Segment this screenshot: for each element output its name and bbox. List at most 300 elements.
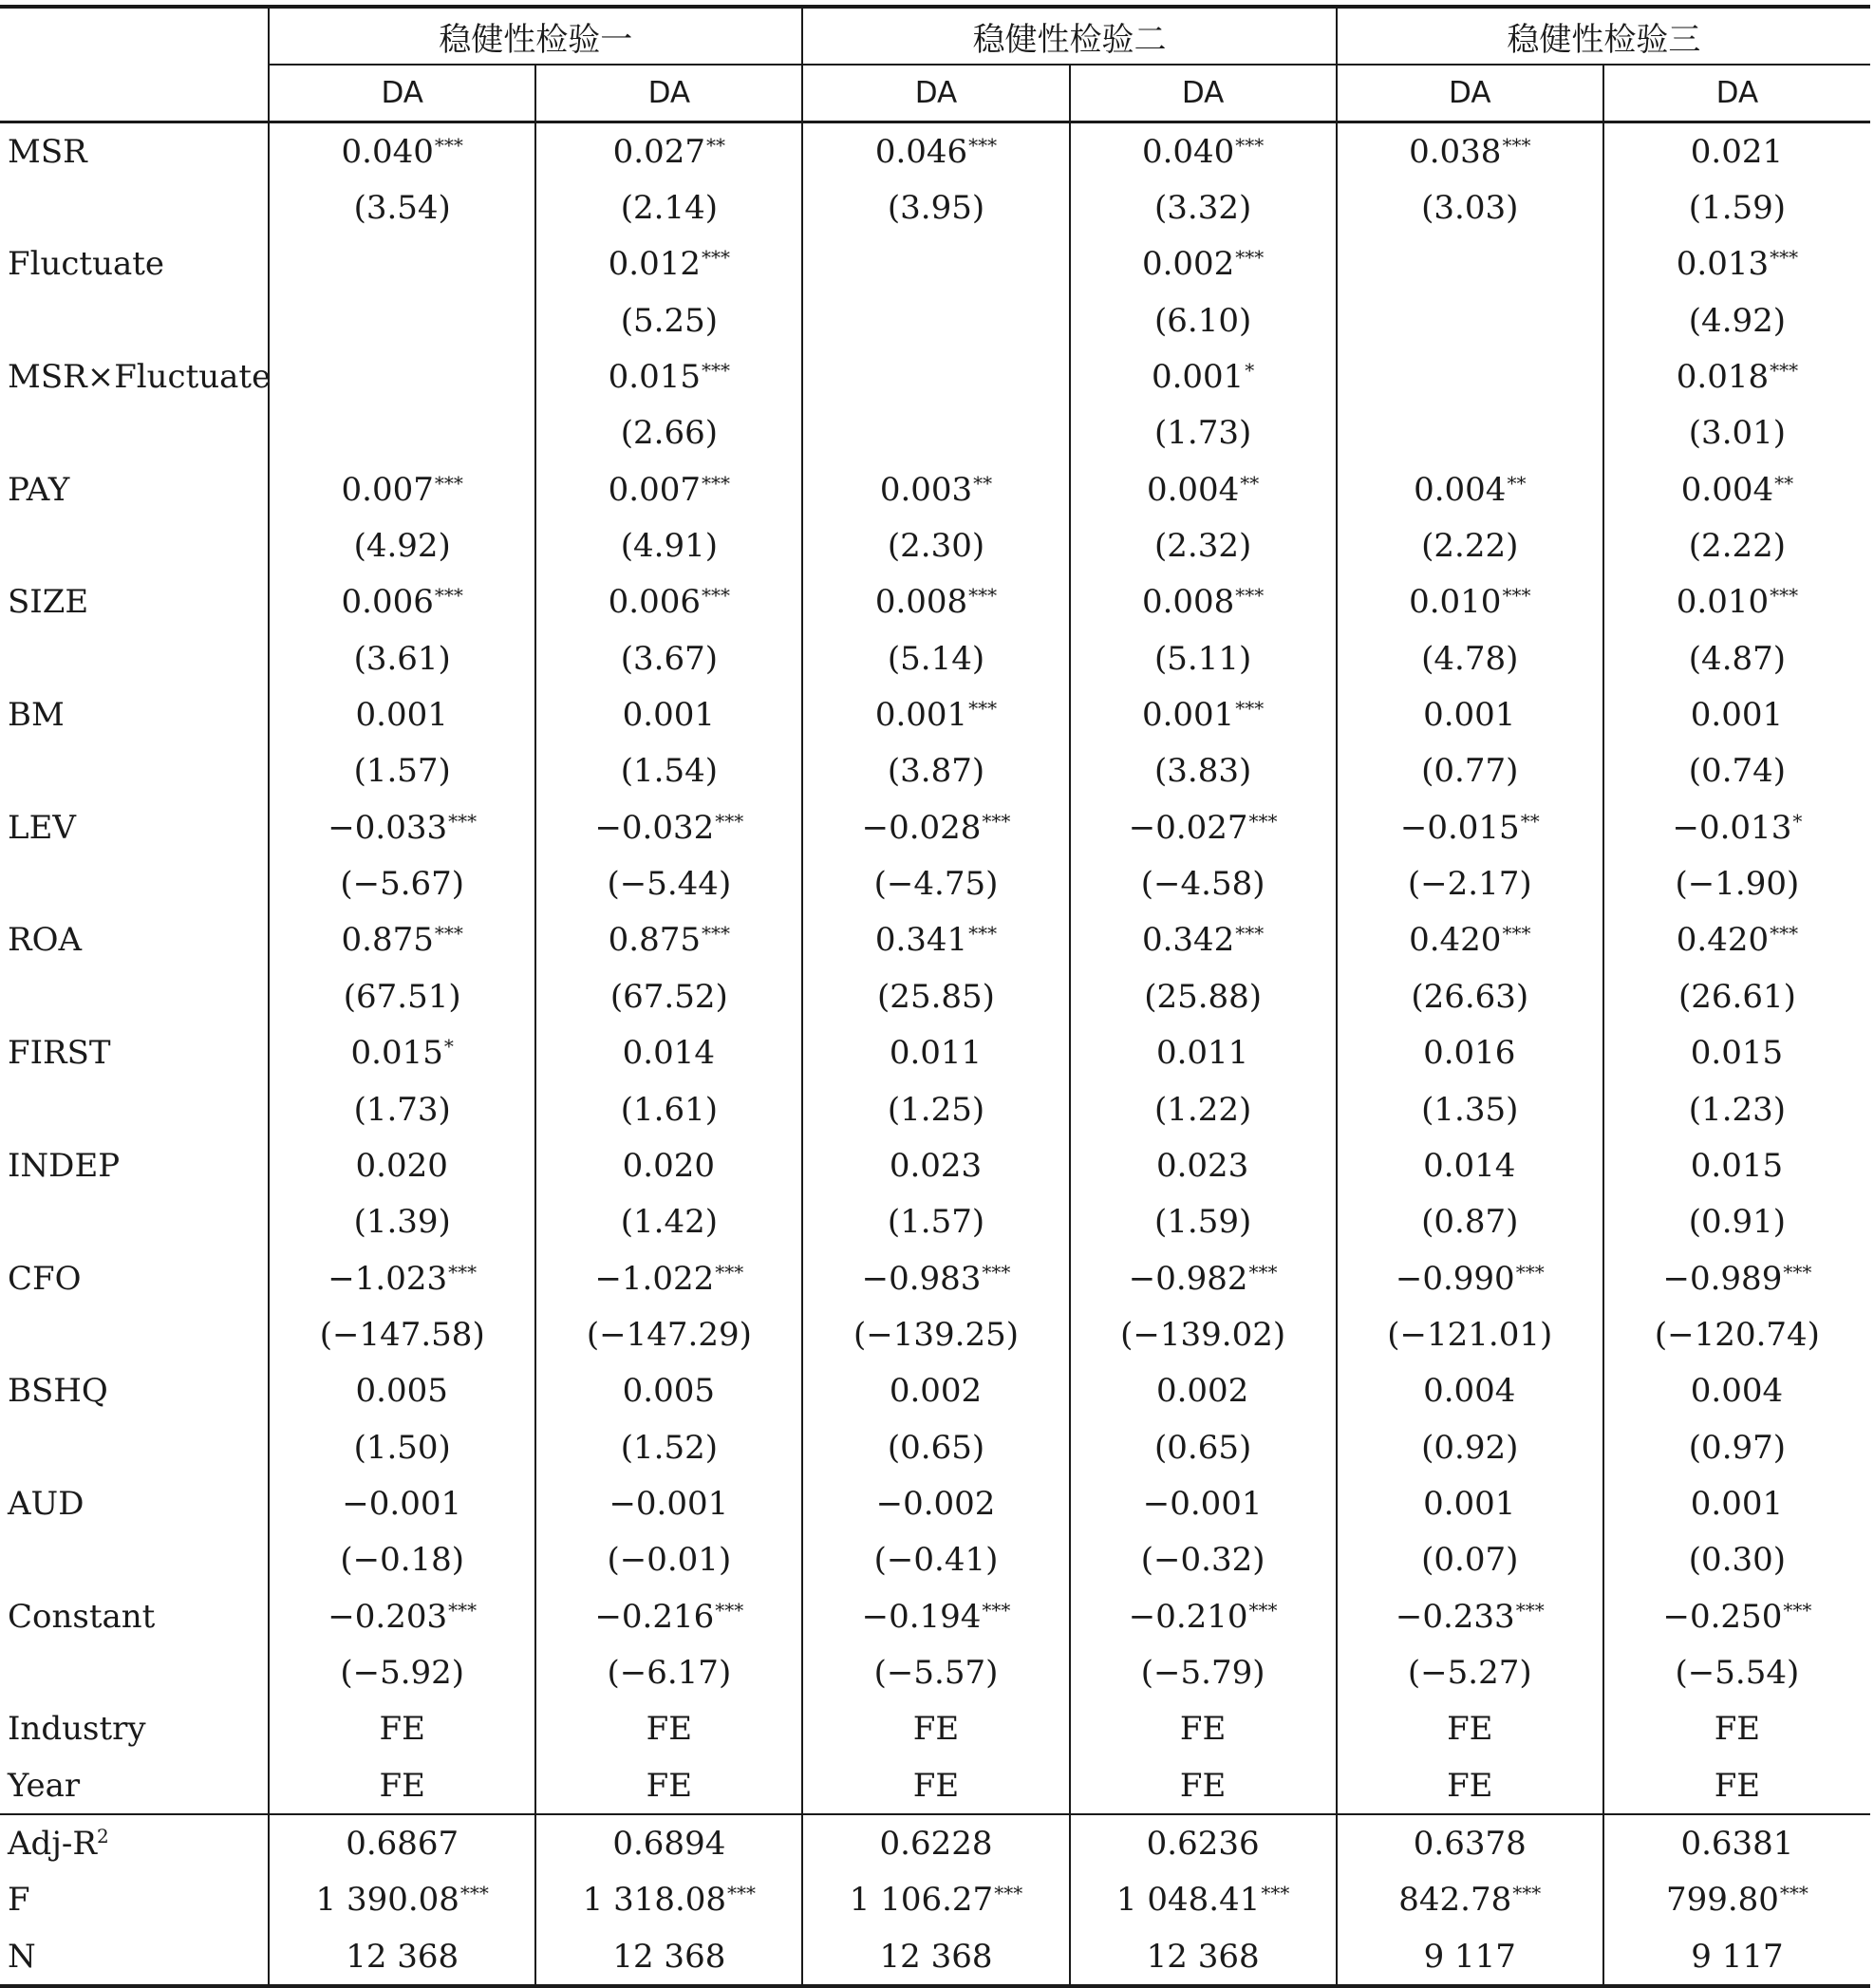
coef-cell (269, 1475, 535, 1531)
t-stat-cell-value: (−121.01) (1387, 1315, 1553, 1354)
coef-cell-value: 0.004 (1414, 470, 1507, 509)
dep-var-header: DA (1337, 65, 1603, 122)
coef-cell (535, 799, 802, 855)
t-stat-cell-value: (−4.75) (873, 865, 999, 904)
variable-label-blank (0, 1644, 269, 1700)
t-stat-cell (535, 1194, 802, 1250)
t-stat-cell (1603, 743, 1870, 799)
coef-cell-value: 0.014 (622, 1034, 716, 1073)
coef-cell (1603, 1475, 1870, 1531)
variable-label-blank (0, 1532, 269, 1588)
adj-r2-label-value: Adj-R (8, 1824, 97, 1863)
significance-stars: *** (727, 1882, 757, 1905)
significance-stars: * (1792, 809, 1803, 833)
n-obs-cell (269, 1928, 535, 1986)
variable-label-value: INDEP (8, 1146, 121, 1185)
t-stat-cell (1337, 1194, 1603, 1250)
coef-cell-value: −0.033 (328, 808, 448, 847)
significance-stars: *** (1783, 1260, 1812, 1284)
variable-label-blank (0, 1081, 269, 1137)
t-stat-cell (1603, 1194, 1870, 1250)
t-stat-cell-value: (0.65) (1154, 1428, 1252, 1467)
coef-cell-value: 0.002 (1141, 245, 1235, 284)
t-stat-cell-value: (4.91) (620, 527, 718, 566)
coef-cell (535, 686, 802, 742)
adj-r2-row (0, 1814, 1870, 1871)
significance-stars: *** (702, 471, 731, 495)
fixed-effect-row (0, 1701, 1870, 1757)
coef-cell (535, 1137, 802, 1193)
significance-stars: ** (1520, 809, 1540, 833)
t-stat-cell (1603, 968, 1870, 1024)
coef-cell-value: 0.005 (622, 1372, 716, 1411)
variable-label-value: Constant (8, 1597, 156, 1636)
adj-r2-cell (535, 1814, 802, 1871)
coef-cell (269, 1588, 535, 1644)
t-stat-cell-value: (4.87) (1688, 639, 1787, 678)
significance-stars: *** (715, 809, 744, 833)
t-stat-cell-value: (3.67) (620, 639, 718, 678)
significance-stars: *** (1248, 809, 1278, 833)
t-stat-cell (1337, 743, 1603, 799)
f-stat-cell-value: 799.80 (1665, 1881, 1779, 1920)
f-stat-label (0, 1872, 269, 1928)
t-stat-cell-value: (−147.58) (319, 1315, 485, 1354)
t-stat-cell (1603, 405, 1870, 461)
t-stat-cell-value: (25.88) (1144, 977, 1263, 1016)
coef-cell (1337, 1363, 1603, 1419)
t-stat-cell-value: (1.42) (620, 1203, 718, 1242)
t-stat-cell (269, 1532, 535, 1588)
significance-stars: *** (448, 809, 478, 833)
significance-stars: *** (968, 922, 998, 946)
t-stat-row (0, 179, 1870, 235)
t-stat-cell (269, 1419, 535, 1475)
variable-label (0, 574, 269, 630)
n-obs-label-value: N (8, 1937, 36, 1976)
t-stat-cell-value: (26.63) (1411, 977, 1529, 1016)
t-stat-row (0, 1306, 1870, 1362)
coef-cell (535, 574, 802, 630)
t-stat-cell-value: (2.66) (620, 414, 718, 453)
coef-cell (1337, 686, 1603, 742)
coef-cell (269, 1137, 535, 1193)
t-stat-cell-value: (5.14) (887, 639, 985, 678)
coef-cell-value: 0.003 (879, 470, 973, 509)
significance-stars: *** (434, 584, 463, 608)
t-stat-cell-value: (67.51) (343, 977, 461, 1016)
significance-stars: *** (1502, 584, 1531, 608)
f-stat-cell (1070, 1872, 1337, 1928)
t-stat-cell (802, 292, 1069, 348)
significance-stars: *** (702, 246, 731, 270)
coef-cell (1337, 1250, 1603, 1306)
t-stat-cell-value: (6.10) (1154, 301, 1252, 340)
fixed-effect-cell (269, 1701, 535, 1757)
significance-stars: *** (1235, 922, 1265, 946)
coef-cell (535, 1025, 802, 1081)
fixed-effect-label (0, 1701, 269, 1757)
coef-cell (535, 912, 802, 968)
variable-label-blank (0, 743, 269, 799)
coef-cell (802, 461, 1069, 517)
fixed-effect-cell (1337, 1701, 1603, 1757)
adj-r2-cell-value: 0.6894 (612, 1824, 726, 1863)
coef-cell (1070, 1250, 1337, 1306)
coef-cell-value: 0.040 (341, 132, 434, 171)
variable-label (0, 1363, 269, 1419)
coef-cell-value: 0.020 (622, 1146, 716, 1185)
fixed-effect-cell (535, 1757, 802, 1814)
group-header-row (0, 7, 1870, 65)
significance-stars: ** (706, 133, 726, 157)
significance-stars: *** (1779, 1882, 1808, 1905)
significance-stars: *** (1770, 246, 1799, 270)
coef-cell-value: −0.982 (1128, 1259, 1248, 1298)
t-stat-cell (802, 517, 1069, 573)
significance-stars: ** (1240, 471, 1260, 495)
significance-stars: *** (1502, 922, 1531, 946)
variable-label (0, 236, 269, 292)
coef-cell-value: 0.001 (1690, 696, 1784, 735)
t-stat-cell (1603, 1644, 1870, 1700)
f-stat-cell-value: 1 106.27 (849, 1881, 994, 1920)
t-stat-row (0, 292, 1870, 348)
coef-cell (1070, 1137, 1337, 1193)
variable-label-blank (0, 968, 269, 1024)
n-obs-row (0, 1928, 1870, 1986)
coef-row (0, 1250, 1870, 1306)
coef-cell-value: 0.015 (1690, 1034, 1784, 1073)
t-stat-cell (1337, 1532, 1603, 1588)
coef-cell (269, 1025, 535, 1081)
coef-cell (535, 236, 802, 292)
coef-cell-value: 0.001 (622, 696, 716, 735)
coef-cell (802, 686, 1069, 742)
coef-cell-value: −1.023 (328, 1259, 448, 1298)
significance-stars: *** (448, 1260, 478, 1284)
coef-cell (535, 348, 802, 404)
coef-cell (1070, 574, 1337, 630)
significance-stars: *** (1235, 133, 1265, 157)
t-stat-cell-value: (0.65) (887, 1428, 985, 1467)
t-stat-cell (269, 743, 535, 799)
coef-cell (1603, 1137, 1870, 1193)
adj-r2-cell (802, 1814, 1069, 1871)
t-stat-cell-value: (4.92) (353, 527, 451, 566)
coef-cell (802, 1475, 1069, 1531)
variable-label (0, 1475, 269, 1531)
coef-cell-value: 0.007 (608, 470, 702, 509)
f-stat-label-value: F (8, 1881, 30, 1920)
group-header-1: 稳健性检验一 (269, 7, 802, 65)
t-stat-row (0, 1532, 1870, 1588)
coef-cell (269, 799, 535, 855)
adj-r2-cell (1337, 1814, 1603, 1871)
coef-cell (802, 1025, 1069, 1081)
t-stat-cell (535, 1532, 802, 1588)
t-stat-cell-value: (1.23) (1688, 1090, 1787, 1129)
coef-cell (1603, 912, 1870, 968)
significance-stars: ** (1774, 471, 1794, 495)
dep-var-header: DA (535, 65, 802, 122)
t-stat-cell (1603, 292, 1870, 348)
t-stat-cell-value: (−0.41) (873, 1541, 999, 1580)
corner-cell (0, 7, 269, 65)
n-obs-cell-value: 12 368 (879, 1937, 993, 1976)
t-stat-cell (802, 1306, 1069, 1362)
coef-cell-value: 0.342 (1141, 921, 1235, 960)
coef-cell-value: 0.013 (1676, 245, 1770, 284)
t-stat-cell-value: (0.87) (1421, 1203, 1519, 1242)
n-obs-cell (535, 1928, 802, 1986)
coef-cell (802, 574, 1069, 630)
t-stat-row (0, 405, 1870, 461)
t-stat-cell (802, 743, 1069, 799)
coef-cell (802, 236, 1069, 292)
coef-cell-value: 0.015 (350, 1034, 443, 1073)
coef-cell-value: −0.210 (1128, 1597, 1248, 1636)
coef-cell-value: 0.004 (1680, 470, 1774, 509)
significance-stars: *** (448, 1598, 478, 1622)
dep-var-header: DA (1603, 65, 1870, 122)
adj-r2-cell-value: 0.6228 (879, 1824, 993, 1863)
t-stat-cell (535, 1306, 802, 1362)
t-stat-cell-value: (2.30) (887, 527, 985, 566)
coef-row (0, 686, 1870, 742)
superscript-2: 2 (96, 1824, 109, 1847)
coef-cell (269, 686, 535, 742)
t-stat-cell-value: (−5.57) (873, 1653, 999, 1692)
t-stat-cell-value: (1.22) (1154, 1090, 1252, 1129)
fixed-effect-cell-value: FE (1714, 1710, 1761, 1749)
t-stat-cell (535, 968, 802, 1024)
variable-label-value: MSR×Fluctuate (8, 358, 272, 397)
coef-cell (1603, 1588, 1870, 1644)
coef-cell (1070, 1363, 1337, 1419)
t-stat-row (0, 855, 1870, 911)
significance-stars: *** (982, 1598, 1011, 1622)
t-stat-cell-value: (3.01) (1688, 414, 1787, 453)
coef-row (0, 574, 1870, 630)
t-stat-cell-value: (4.92) (1688, 301, 1787, 340)
coef-cell (1603, 236, 1870, 292)
coef-cell (1070, 348, 1337, 404)
variable-label-blank (0, 855, 269, 911)
n-obs-cell (1337, 1928, 1603, 1986)
t-stat-cell (802, 1644, 1069, 1700)
t-stat-cell-value: (0.30) (1688, 1541, 1787, 1580)
t-stat-cell (1603, 517, 1870, 573)
significance-stars: *** (1770, 359, 1799, 383)
fixed-effect-label (0, 1757, 269, 1814)
variable-label-value: FIRST (8, 1034, 111, 1073)
t-stat-cell (1070, 517, 1337, 573)
significance-stars: *** (459, 1882, 489, 1905)
coef-cell-value: 0.006 (341, 583, 434, 622)
t-stat-cell (1337, 1419, 1603, 1475)
t-stat-cell (1603, 855, 1870, 911)
coef-cell-value: −0.027 (1128, 808, 1248, 847)
variable-label (0, 348, 272, 404)
significance-stars: *** (1248, 1598, 1278, 1622)
t-stat-cell-value: (3.83) (1154, 752, 1252, 791)
adj-r2-cell-value: 0.6236 (1146, 1824, 1260, 1863)
t-stat-cell-value: (−5.67) (340, 865, 465, 904)
coef-cell-value: 0.010 (1676, 583, 1770, 622)
coef-cell (535, 122, 802, 180)
coef-cell-value: 0.011 (1155, 1034, 1249, 1073)
coef-cell-value: 0.020 (355, 1146, 448, 1185)
variable-label (0, 1250, 269, 1306)
coef-cell (269, 461, 535, 517)
variable-label-blank (0, 179, 269, 235)
coef-cell-value: 0.006 (608, 583, 702, 622)
variable-label (0, 799, 269, 855)
t-stat-cell (802, 1532, 1069, 1588)
n-obs-label (0, 1928, 269, 1986)
t-stat-cell (269, 630, 535, 686)
significance-stars: *** (1770, 584, 1799, 608)
variable-label-blank (0, 1194, 269, 1250)
variable-label (0, 1025, 269, 1081)
t-stat-cell-value: (3.87) (887, 752, 985, 791)
n-obs-cell (1070, 1928, 1337, 1986)
fixed-effect-label-value: Industry (8, 1710, 146, 1749)
coef-cell-value: 0.420 (1676, 921, 1770, 960)
significance-stars: *** (702, 359, 731, 383)
t-stat-cell-value: (26.61) (1677, 977, 1796, 1016)
coef-cell (269, 348, 535, 404)
f-stat-cell (1337, 1872, 1603, 1928)
coef-cell (1603, 348, 1870, 404)
coef-cell-value: 0.001 (1141, 696, 1235, 735)
n-obs-cell-value: 9 117 (1423, 1937, 1516, 1976)
coef-cell-value: −0.032 (594, 808, 715, 847)
coef-row (0, 1475, 1870, 1531)
significance-stars: * (443, 1035, 454, 1059)
fixed-effect-row (0, 1757, 1870, 1814)
t-stat-cell (802, 1419, 1069, 1475)
coef-cell-value: 0.038 (1409, 132, 1502, 171)
variable-label-value: AUD (8, 1484, 84, 1523)
t-stat-cell-value: (0.91) (1688, 1203, 1787, 1242)
coef-cell-value: −0.233 (1395, 1597, 1515, 1636)
t-stat-cell-value: (1.25) (887, 1090, 985, 1129)
t-stat-cell-value: (1.57) (887, 1203, 985, 1242)
t-stat-cell-value: (1.59) (1688, 189, 1787, 228)
coef-cell (1603, 1363, 1870, 1419)
t-stat-cell (1070, 179, 1337, 235)
coef-row (0, 799, 1870, 855)
table-body (0, 122, 1870, 1987)
significance-stars: *** (1502, 133, 1531, 157)
coef-cell-value: 0.875 (341, 921, 434, 960)
t-stat-cell-value: (1.61) (620, 1090, 718, 1129)
coef-cell (535, 1475, 802, 1531)
adj-r2-cell (269, 1814, 535, 1871)
coef-cell-value: 0.001 (1423, 696, 1516, 735)
t-stat-cell (269, 1306, 535, 1362)
t-stat-row (0, 517, 1870, 573)
t-stat-cell-value: (1.73) (353, 1090, 451, 1129)
t-stat-cell-value: (3.32) (1154, 189, 1252, 228)
significance-stars: *** (715, 1598, 744, 1622)
group-header-2: 稳健性检验二 (802, 7, 1336, 65)
t-stat-cell (535, 1081, 802, 1137)
f-stat-cell-value: 1 390.08 (315, 1881, 459, 1920)
variable-label-value: SIZE (8, 583, 89, 622)
coef-row (0, 912, 1870, 968)
t-stat-row (0, 1644, 1870, 1700)
t-stat-cell (269, 405, 535, 461)
adj-r2-cell-value: 0.6378 (1413, 1824, 1527, 1863)
t-stat-cell-value: (5.11) (1154, 639, 1252, 678)
variable-label-blank (0, 1419, 269, 1475)
t-stat-cell-value: (0.07) (1421, 1541, 1519, 1580)
coef-cell-value: 0.001 (1151, 358, 1245, 397)
t-stat-cell-value: (1.50) (353, 1428, 451, 1467)
significance-stars: *** (982, 809, 1011, 833)
coef-cell-value: −0.983 (861, 1259, 982, 1298)
coef-cell (802, 1137, 1069, 1193)
coef-cell-value: 0.010 (1409, 583, 1502, 622)
coef-cell-value: −0.028 (861, 808, 982, 847)
fixed-effect-cell-value: FE (1714, 1766, 1761, 1805)
fixed-effect-label-value: Year (8, 1766, 81, 1805)
significance-stars: *** (1515, 1598, 1545, 1622)
f-stat-row (0, 1872, 1870, 1928)
dep-var-header: DA (1070, 65, 1337, 122)
significance-stars: *** (1235, 246, 1265, 270)
coef-cell (1603, 461, 1870, 517)
t-stat-cell-value: (3.03) (1421, 189, 1519, 228)
significance-stars: *** (434, 471, 463, 495)
fixed-effect-cell-value: FE (1447, 1710, 1493, 1749)
coef-cell-value: −0.001 (1142, 1484, 1263, 1523)
significance-stars: *** (968, 133, 998, 157)
coef-cell (802, 348, 1069, 404)
coef-cell-value: 0.002 (1155, 1372, 1249, 1411)
t-stat-cell-value: (−5.27) (1407, 1653, 1532, 1692)
coef-cell-value: 0.012 (608, 245, 702, 284)
t-stat-cell-value: (−139.02) (1120, 1315, 1286, 1354)
coef-cell (802, 1363, 1069, 1419)
coef-cell (269, 1250, 535, 1306)
t-stat-cell (1603, 1532, 1870, 1588)
significance-stars: *** (715, 1260, 744, 1284)
coef-cell-value: 0.001 (355, 696, 448, 735)
t-stat-cell (535, 405, 802, 461)
coef-cell (1603, 799, 1870, 855)
t-stat-cell (1337, 630, 1603, 686)
variable-label-value: Fluctuate (8, 245, 165, 284)
t-stat-cell (535, 517, 802, 573)
t-stat-cell-value: (−0.18) (340, 1541, 465, 1580)
t-stat-cell (1070, 743, 1337, 799)
coef-cell-value: −0.250 (1662, 1597, 1783, 1636)
variable-label (0, 912, 269, 968)
coef-cell-value: 0.001 (874, 696, 968, 735)
coef-cell-value: −0.990 (1395, 1259, 1515, 1298)
significance-stars: *** (1235, 697, 1265, 721)
f-stat-cell (269, 1872, 535, 1928)
adj-r2-label (0, 1814, 269, 1871)
t-stat-row (0, 743, 1870, 799)
coef-cell (269, 912, 535, 968)
fixed-effect-cell-value: FE (1179, 1766, 1227, 1805)
t-stat-cell (1337, 517, 1603, 573)
